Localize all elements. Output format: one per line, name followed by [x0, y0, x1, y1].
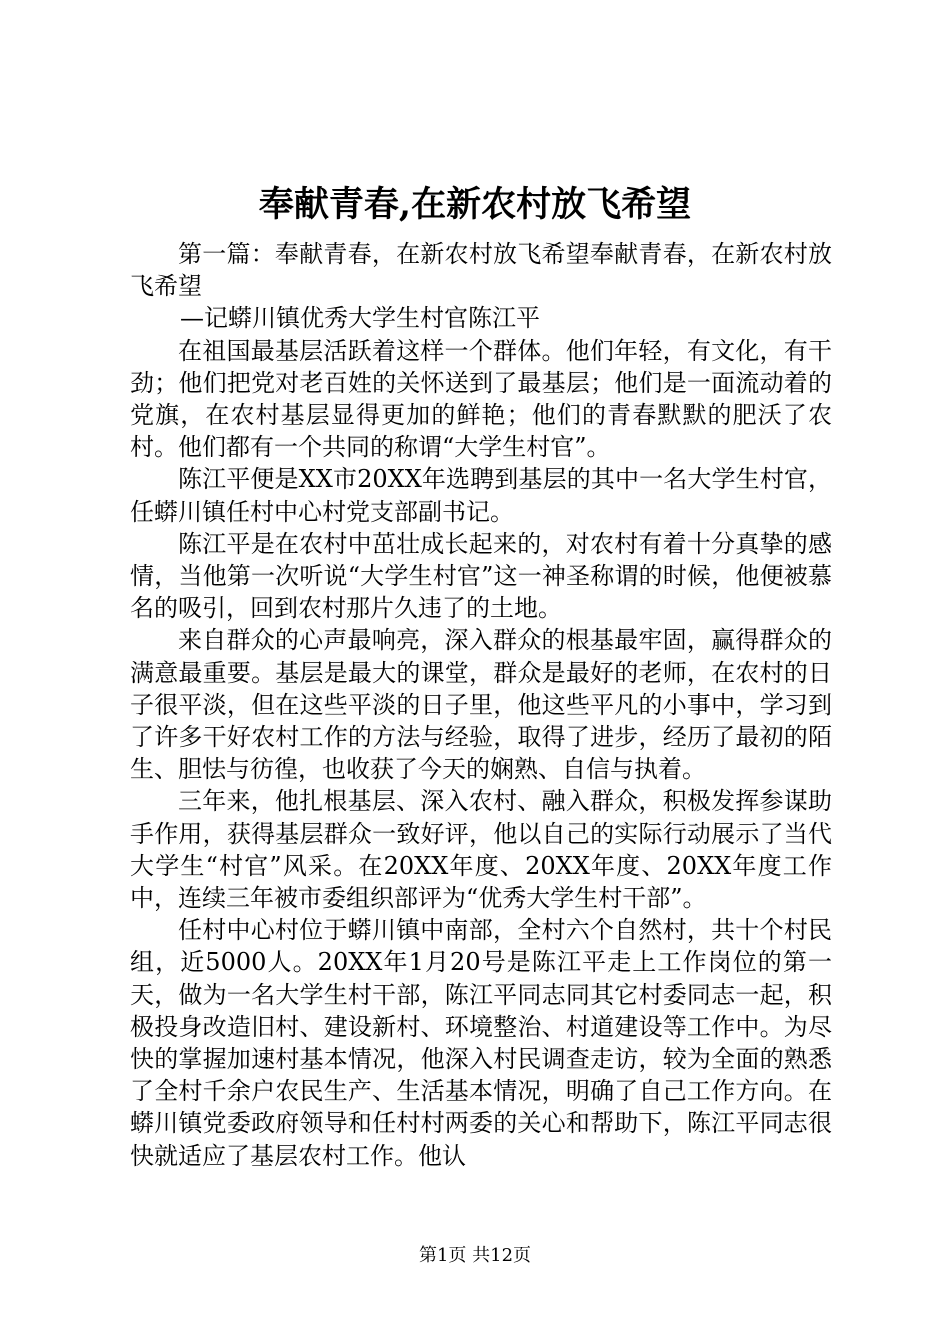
- document-title: 奉献青春,在新农村放飞希望: [258, 184, 692, 225]
- body-paragraph: 任村中心村位于蟒川镇中南部，全村六个自然村，共十个村民组，近5000人。20XX年1月20号是陈江平走上工作岗位的第一天，做为一名大学生村干部，陈江平同志同其它村委同志一起，积极投身改造旧村、建设新村、环境整治、村道建设等工作中。为尽快的掌握加速村基本情况，他深入村民调查走访，较为全面的熟悉了全村千余户农民生产、生活基本情况，明确了自己工作方向。在蟒川镇党委政府领导和任村村两委的关心和帮助下，陈江平同志很快就适应了基层农村工作。他认: [130, 916, 832, 1170]
- document-body: [130, 238, 832, 1172]
- body-paragraph: 来自群众的心声最响亮，深入群众的根基最牢固，赢得群众的满意最重要。基层是最大的课堂，群众是最好的老师，在农村的日子很平淡，但在这些平淡的日子里，他这些平凡的小事中，学习到了许多干好农村工作的方法与经验，取得了进步，经历了最初的陌生、胆怯与彷徨，也收获了今天的娴熟、自信与执着。: [130, 626, 832, 784]
- article-subtitle: —记蟒川镇优秀大学生村官陈江平: [180, 304, 540, 333]
- body-paragraph: 陈江平便是XX市20XX年选聘到基层的其中一名大学生村官，任蟒川镇任村中心村党支部副书记。: [130, 465, 832, 526]
- intro-paragraph: 第一篇：奉献青春，在新农村放飞希望奉献青春，在新农村放飞希望: [130, 240, 832, 301]
- page-number-footer: 第1页 共12页: [418, 1245, 532, 1266]
- body-paragraph: 三年来，他扎根基层、深入农村、融入群众，积极发挥参谋助手作用，获得基层群众一致好评，他以自己的实际行动展示了当代大学生“村官”风采。在20XX年度、20XX年度、20XX年度工作中，连续三年被市委组织部评为“优秀大学生村干部”。: [130, 787, 832, 913]
- body-paragraph: 在祖国最基层活跃着这样一个群体。他们年轻，有文化，有干劲；他们把党对老百姓的关怀送到了最基层；他们是一面流动着的党旗，在农村基层显得更加的鲜艳；他们的青春默默的肥沃了农村。他们都有一个共同的称谓“大学生村官”。: [130, 336, 832, 462]
- body-paragraph: 陈江平是在农村中茁壮成长起来的，对农村有着十分真挚的感情，当他第一次听说“大学生村官”这一神圣称谓的时候，他便被慕名的吸引，回到农村那片久违了的土地。: [130, 529, 832, 623]
